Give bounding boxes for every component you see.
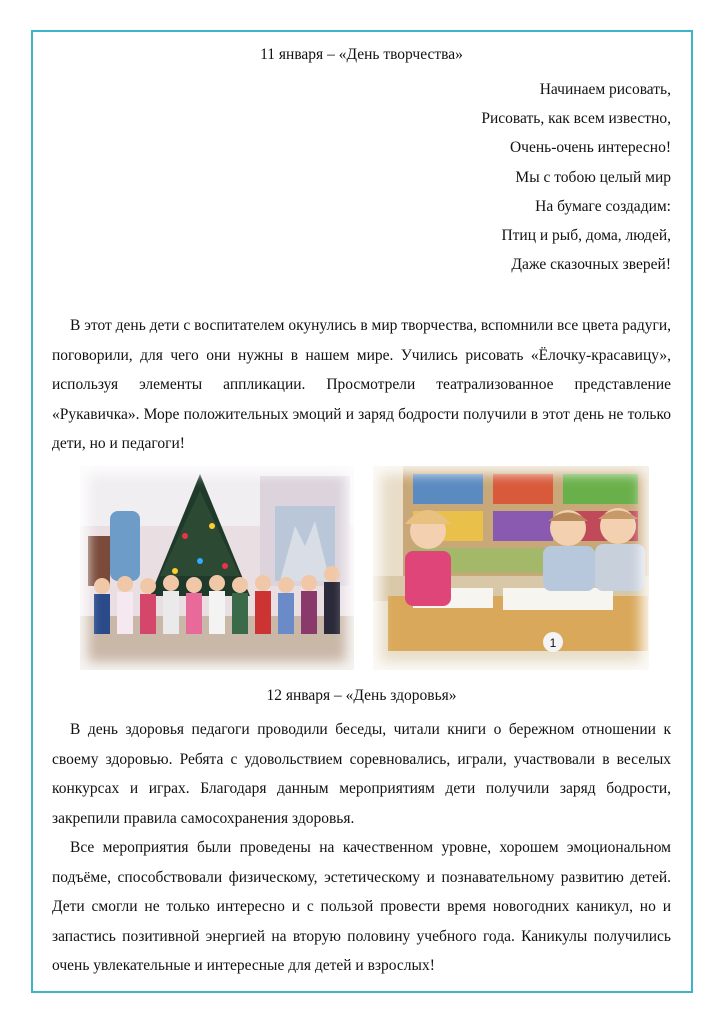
- group-photo-image: [80, 466, 354, 670]
- poem: [481, 75, 671, 279]
- poem-line: Очень-очень интересно!: [509, 139, 671, 157]
- section-title-creativity-day: 11 января – «День творчества»: [260, 46, 463, 63]
- poem-line: Мы с тобою целый мир: [515, 168, 671, 186]
- children-drawing-photo: [373, 466, 649, 670]
- paragraph-text: Все мероприятия были проведены на качественном уровне, хорошем эмоциональном подъёме, способствовали физическому, эстетическому и познавательному развитию детей. Дети смогли не только интересно и с пользой провести время новогодних каникул, но и запастись позитивной энергией на вторую половину учебного года. Каникулы получились очень увлекательные и интересные для детей и взрослых!: [52, 839, 671, 974]
- poem-line: Даже сказочных зверей!: [511, 256, 671, 274]
- paragraph-text: В этот день дети с воспитателем окунулись в мир творчества, вспомнили все цвета радуги, поговорили, для чего они нужны в нашем мире. Учились рисовать «Ёлочку-красавицу», используя элементы аппликации. Просмотрели театрализованное представление «Рукавичка». Море положительных эмоций и заряд бодрости получили в этот день не только дети, но и педагоги!: [52, 317, 671, 452]
- health-day-paragraphs: [52, 715, 671, 981]
- poem-line: На бумаге создадим:: [535, 197, 671, 215]
- poem-line: Рисовать, как всем известно,: [481, 110, 671, 128]
- drawing-photo-image: [373, 466, 649, 670]
- poem-line: Птиц и рыб, дома, людей,: [501, 227, 671, 245]
- group-photo-christmas-tree: [80, 466, 354, 670]
- creativity-day-paragraph: [52, 311, 671, 459]
- poem-line: Начинаем рисовать,: [539, 81, 671, 98]
- section-title-health-day: 12 января – «День здоровья»: [266, 687, 457, 704]
- paragraph-text: В день здоровья педагоги проводили беседы, читали книги о бережном отношении к своему здоровью. Ребята с удовольствием соревновались, играли, участвовали в веселых конкурсах и играх. Благодаря данным мероприятиям дети получили заряд бодрости, закрепили правила самосохранения здоровья.: [52, 721, 671, 827]
- table-number-label: 1: [549, 636, 557, 650]
